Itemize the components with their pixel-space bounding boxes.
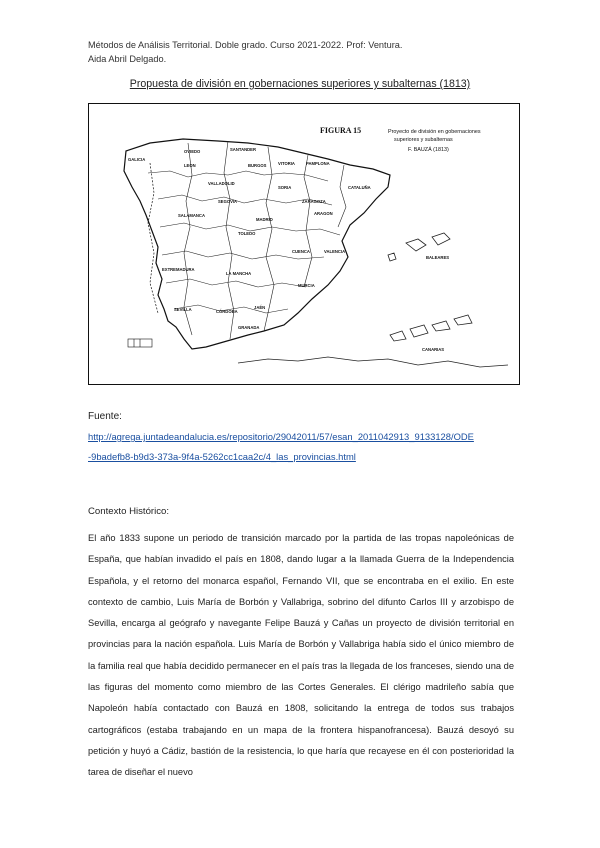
province-label: CUENCA bbox=[292, 249, 310, 254]
province-label: VALLADOLID bbox=[208, 181, 235, 186]
province-label: JAÉN bbox=[254, 305, 266, 310]
document-header bbox=[88, 38, 402, 66]
source-label: Fuente: bbox=[88, 411, 122, 422]
province-label: SALAMANCA bbox=[178, 213, 205, 218]
province-label: MURCIA bbox=[298, 283, 315, 288]
province-label: SEVILLA bbox=[174, 307, 192, 312]
province-label: EXTREMADURA bbox=[162, 267, 195, 272]
province-label: TOLEDO bbox=[238, 231, 256, 236]
document-title: Propuesta de división en gobernaciones superiores y subalternas (1813) bbox=[129, 78, 471, 90]
province-label: SANTANDER bbox=[230, 147, 256, 152]
context-paragraph: El año 1833 supone un periodo de transición marcado por la partida de las tropas napoleónicas de España, que habían invadido el país en 1808, dando lugar a la llamada Guerra de la Independencia Española, y el retorno del monarca español, Fernando VII, que se encontraba en el exilio. En este contexto de cambio, Luis María de Borbón y Vallabriga, sobrino del difunto Carlos III y arzobispo de Sevilla, encarga al geógrafo y navegante Felipe Bauzá y Cañas un proyecto de división territorial en provincias para la nación española. Luis María de Borbón y Vallabriga había sido el único miembro de la familia real que había decidido permanecer en el país tras la llegada de los franceses, siendo una de las figuras del momento como miembro de las Cortes Generales. El clérigo madrileño sabía que Napoleón había contactado con Bauzá en 1808, solicitando la entrega de todos sus trabajos cartográficos (estaba trabajando en un mapa de la frontera hispanofrancesa). Bauzá desoyó su petición y huyó a Cádiz, bastión de la resistencia, lo que haría que recayese en él con posterioridad la tarea de diseñar el nuevo bbox=[88, 533, 514, 778]
province-label: LA MANCHA bbox=[226, 271, 252, 276]
header-course-line: Métodos de Análisis Territorial. Doble grado. Curso 2021-2022. Prof: Ventura. bbox=[88, 40, 403, 50]
historical-map-figure bbox=[88, 103, 520, 385]
province-label: GALICIA bbox=[128, 157, 146, 162]
source-link-line-1[interactable]: http://agrega.juntadeandalucia.es/repositorio/29042011/57/esan_2011042913_9133128/ODE bbox=[88, 431, 474, 442]
province-label: MADRID bbox=[256, 217, 273, 222]
province-label: LEON bbox=[184, 163, 196, 168]
province-label: OVIEDO bbox=[184, 149, 201, 154]
province-label: SORIA bbox=[278, 185, 292, 190]
province-label: CATALUÑA bbox=[348, 185, 371, 190]
legend-line-1: Proyecto de división en gobernaciones bbox=[388, 129, 481, 135]
province-label: CÓRDOBA bbox=[216, 309, 238, 314]
province-label: SEGOVIA bbox=[218, 199, 238, 204]
province-label: VALENCIA bbox=[324, 249, 346, 254]
map-svg bbox=[88, 103, 520, 385]
province-label: BURGOS bbox=[248, 163, 267, 168]
map-frame bbox=[89, 104, 520, 385]
context-heading: Contexto Histórico: bbox=[88, 506, 170, 517]
province-label: PAMPLONA bbox=[306, 161, 330, 166]
province-label: CANARIAS bbox=[422, 347, 445, 352]
province-label: GRANADA bbox=[238, 325, 260, 330]
figure-label: FIGURA 15 bbox=[320, 126, 362, 135]
province-label: BALEARES bbox=[426, 255, 450, 260]
province-label: ARAGON bbox=[314, 211, 333, 216]
province-label: ZARAGOZA bbox=[302, 199, 326, 204]
source-link-line-2[interactable]: -9badefb8-b9d3-373a-9f4a-5262cc1caa2c/4_las_provincias.html bbox=[88, 451, 356, 462]
legend-line-2: superiores y subalternas bbox=[394, 137, 453, 143]
province-label: VITORIA bbox=[278, 161, 295, 166]
legend-line-3: F. BAUZÁ (1813) bbox=[408, 147, 449, 153]
header-author-line: Aida Abril Delgado. bbox=[88, 54, 167, 64]
